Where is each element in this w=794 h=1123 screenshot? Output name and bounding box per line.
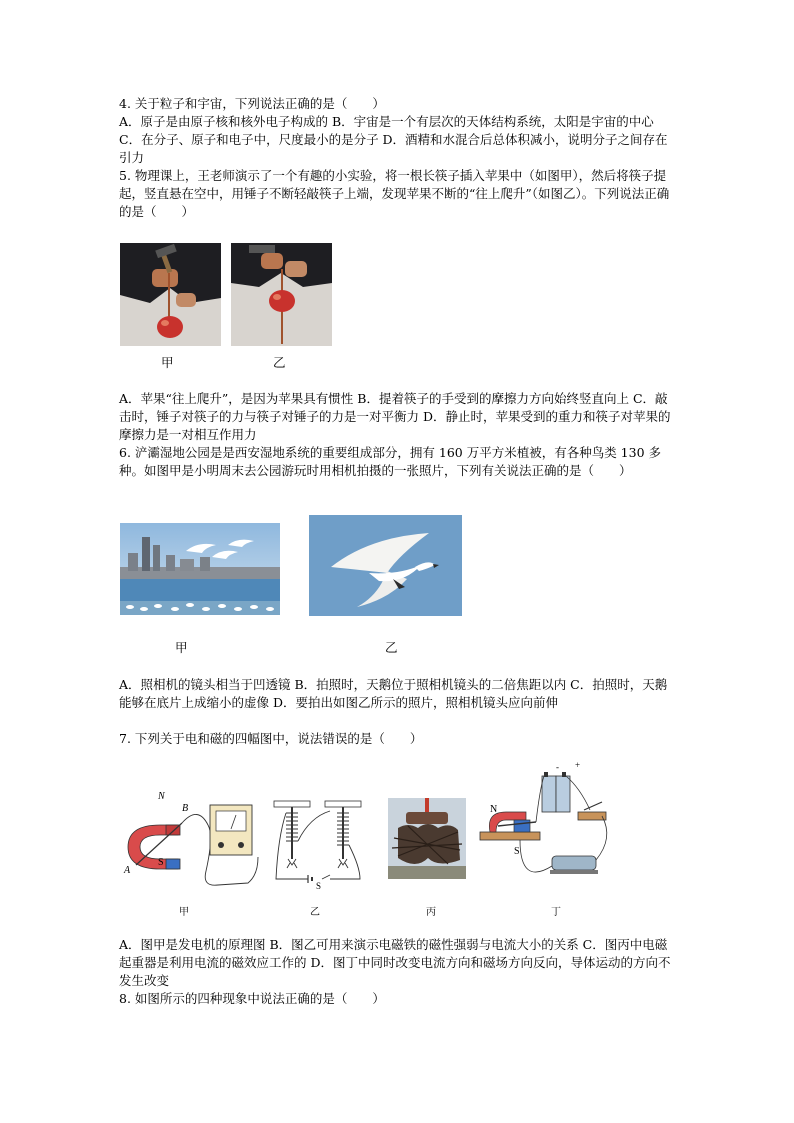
- q7-caption-a: 甲: [179, 907, 189, 918]
- q6-options: A．照相机的镜头相当于凹透镜 B．拍照时，天鹅位于照相机镜头的二倍焦距以内 C．拍照时，天鹅能够在底片上成缩小的虚像 D．要拍出如图乙所示的照片，照相机镜头应向前伸: [119, 677, 668, 710]
- q6-photo-a: [120, 523, 280, 615]
- q7-label-plus: +: [575, 760, 581, 770]
- q7-label-switch: S: [316, 881, 322, 891]
- q7-label-s-a: S: [158, 857, 164, 868]
- q7-caption-d: 丁: [551, 907, 561, 918]
- q8-stem: 8. 如图所示的四种现象中说法正确的是（ ）: [119, 991, 385, 1006]
- q7-options: A．图甲是发电机的原理图 B．图乙可用来演示电磁铁的磁性强弱与电流大小的关系 C．图丙中电磁起重器是利用电流的磁效应工作的 D．图丁中同时改变电流方向和磁场方向反向，导体运动的方向不发生改变: [119, 937, 671, 988]
- q7-label-a: A: [124, 865, 131, 876]
- q5-options: A．苹果“往上爬升”，是因为苹果具有惯性 B．提着筷子的手受到的摩擦力方向始终竖直向上 C．敲击时，锤子对筷子的力与筷子对锤子的力是一对平衡力 D．静止时，苹果受到的重力和筷子对苹果的摩擦力是一对相互作用力: [119, 391, 671, 442]
- q5-photo-a: [120, 243, 221, 346]
- q6-caption-a: 甲: [175, 640, 188, 655]
- q5-photo-b: [231, 243, 332, 346]
- q7-label-b: B: [182, 803, 189, 814]
- q7-label-minus: -: [556, 762, 559, 772]
- q5-caption-b: 乙: [273, 355, 286, 370]
- q4-stem: 4. 关于粒子和宇宙，下列说法正确的是（ ）: [119, 96, 385, 111]
- q7-caption-b: 乙: [310, 907, 320, 918]
- q5-stem: 5. 物理课上，王老师演示了一个有趣的小实验，将一根长筷子插入苹果中（如图甲），然后将筷子提起，竖直悬在空中，用锤子不断轻敲筷子上端，发现苹果不断的“往上爬升”（如图乙）。下列说法正确的是（ ）: [119, 168, 670, 219]
- q7-stem: 7. 下列关于电和磁的四幅图中，说法错误的是（ ）: [119, 731, 423, 746]
- q7-label-n-a: N: [158, 791, 165, 802]
- q5-caption-a: 甲: [161, 355, 174, 370]
- q6-stem: 6. 浐灞湿地公园是是西安湿地系统的重要组成部分，拥有 160 万平方米植被，有各种鸟类 130 多种。如图甲是小明周末去公园游玩时用相机拍摄的一张照片，下列有关说法正确的是（ ）: [119, 445, 662, 478]
- q6-caption-b: 乙: [385, 640, 398, 655]
- q6-photo-b: [309, 515, 462, 616]
- q7-figure-c: [388, 798, 466, 879]
- q7-caption-c: 丙: [426, 907, 436, 918]
- q7-figure-d: [480, 760, 615, 888]
- q7-figure-b: [270, 797, 365, 892]
- q7-label-s-d: S: [514, 846, 520, 857]
- q7-label-n-d: N: [490, 804, 498, 815]
- q4-options: A．原子是由原子核和核外电子构成的 B．宇宙是一个有层次的天体结构系统，太阳是宇宙的中心 C．在分子、原子和电子中，尺度最小的是分子 D．酒精和水混合后总体积减小，说明分子之间存在引力: [119, 114, 668, 165]
- q7-figure-a: [118, 791, 268, 890]
